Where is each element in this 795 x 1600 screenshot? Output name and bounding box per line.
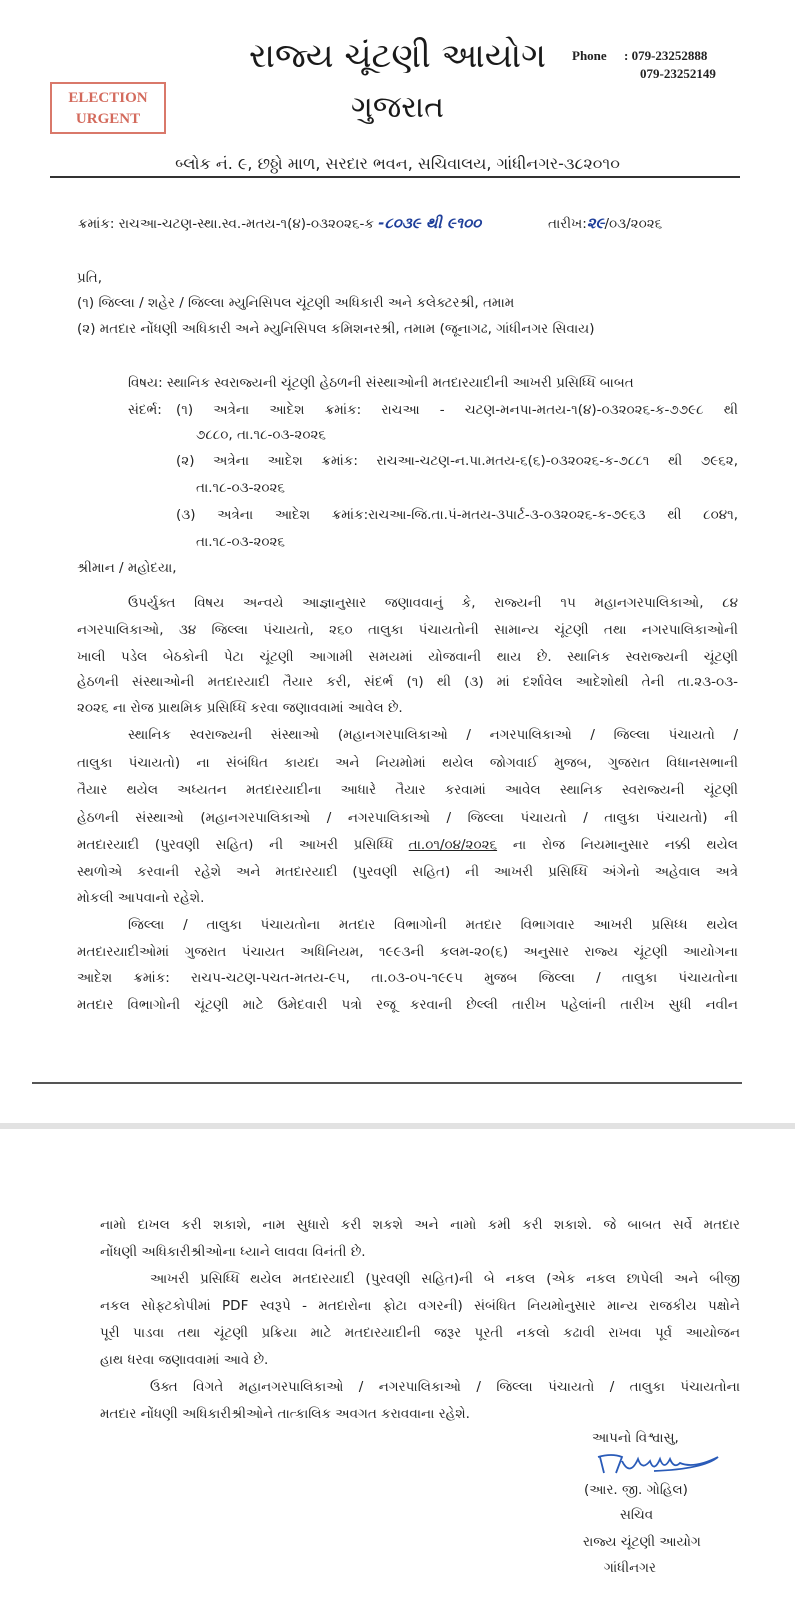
reference-item-2-cont: તા.૧૮-૦૩-૨૦૨૬: [196, 480, 285, 496]
paragraph-2-line: તાલુકા પંચાયતો) ના સંબંધિત કાયદા અને નિયમોમાં થયેલ જોગવાઈ મુજબ, ગુજરાત વિધાનસભાની: [77, 755, 738, 771]
page-2-line: હાથ ધરવા જણાવવામાં આવે છે.: [100, 1352, 269, 1368]
paragraph-2-line: સ્થાનિક સ્વરાજ્યની સંસ્થાઓ (મહાનગરપાલિકાઓ / નગરપાલિકાઓ / જિલ્લા પંચાયતો /: [128, 727, 738, 743]
signatory-place: ગાંધીનગર: [604, 1560, 657, 1576]
letter-page-2: [0, 1129, 795, 1600]
date-printed: /૦૩/૨૦૨૬: [604, 216, 663, 232]
references-label: સંદર્ભ:: [128, 402, 162, 418]
office-address: બ્લોક નં. ૯, છઠ્ઠો માળ, સરદાર ભવન, સચિવાલય, ગાંધીનગર-૩૮૨૦૧૦: [175, 154, 620, 173]
page-2-line: નોંધણી અધિકારીશ્રીઓના ધ્યાને લાવવા વિનંતી છે.: [100, 1244, 366, 1260]
stamp-line-1: ELECTION: [68, 90, 148, 106]
paragraph-1-line: નગરપાલિકાઓ, ૩૪ જિલ્લા પંચાયતો, ૨૬૦ તાલુકા પંચાયતોની સામાન્ય ચૂંટણી તથા નગરપાલિકાઓની: [77, 622, 738, 638]
paragraph-3-line: આદેશ ક્રમાંક: રાચપ-ચટણ-પચત-મતય-૯૫, તા.૦૩-૦૫-૧૯૯૫ મુજબ જિલ્લા / તાલુકા પંચાયતોના: [77, 970, 738, 986]
closing: આપનો વિશ્વાસુ,: [592, 1430, 679, 1446]
page-2-line: નકલ સોફ્ટકોપીમાં PDF સ્વરૂપે - મતદારોના ફોટા વગરની) સંબંધિત નિયમોનુસાર માન્ય રાજકીય પક્ષોને: [100, 1298, 740, 1314]
paragraph-1-line: ૨૦૨૬ ના રોજ પ્રાથમિક પ્રસિધ્ધિ કરવા જણાવવામાં આવેલ છે.: [77, 700, 403, 716]
footer-divider: [32, 1082, 742, 1084]
text: મતદારયાદી (પુરવણી સહિત) ની આખરી પ્રસિધ્ધિ: [77, 837, 409, 853]
reference-number-printed: ક્રમાંક: રાચઆ-ચટણ-સ્થા.સ્વ.-મતય-૧(૪)-૦૩૨૦૨૬-ક: [78, 216, 374, 232]
letter-date: [548, 213, 662, 234]
page-2-line: નામો દાખલ કરી શકાશે, નામ સુધારો કરી શકશે અને નામો કમી કરી શકાશે. જે બાબત સર્વે મતદાર: [100, 1217, 740, 1233]
text: ના રોજ નિયમાનુસાર નક્કી થયેલ: [497, 837, 738, 853]
signatory-designation: સચિવ: [620, 1507, 654, 1523]
handwritten-signature: [594, 1447, 724, 1481]
stamp-line-2: URGENT: [75, 111, 141, 127]
reference-item-1: (૧) અત્રેના આદેશ ક્રમાંક: રાચઆ - ચટણ-મનપા-મતય-૧(૪)-૦૩૨૦૨૬-ક-૭૭૯૮ થી: [176, 402, 738, 418]
final-publication-date: તા.૦૧/૦૪/૨૦૨૬: [408, 837, 498, 853]
reference-item-2: (૨) અત્રેના આદેશ ક્રમાંક: રાચઆ-ચટણ-ન.પા.મતય-૬(૬)-૦૩૨૦૨૬-ક-૭૮૮૧ થી ૭૯૬૨,: [176, 453, 738, 469]
subject-line: વિષય: સ્થાનિક સ્વરાજ્યની ચૂંટણી હેઠળની સંસ્થાઓની મતદારયાદીની આખરી પ્રસિધ્ધિ બાબત: [128, 375, 634, 391]
date-label: તારીખ:: [548, 216, 587, 232]
paragraph-3-line: મતદારયાદીઓમાં ગુજરાત પંચાયત અધિનિયમ, ૧૯૯૩ની કલમ-૨૦(૬) અનુસાર રાજ્ય ચૂંટણી આયોગના: [77, 944, 738, 960]
paragraph-2-line: હેઠળની સંસ્થાઓ (મહાનગરપાલિકાઓ / નગરપાલિકાઓ / જિલ્લા પંચાયતો / તાલુકા પંચાયતો) ની: [77, 810, 738, 826]
paragraph-1-line: હેઠળની સંસ્થાઓની મતદારયાદી તૈયાર કરી, સંદર્ભ (૧) થી (૩) માં દર્શાવેલ આદેશોથી તેની તા.૨૩-૦૩-: [77, 674, 738, 690]
recipient-heading: પ્રતિ,: [77, 270, 103, 286]
phone-number-2: 079-23252149: [640, 66, 716, 81]
paragraph-3-line: મતદાર વિભાગોની ચૂંટણી માટે ઉમેદવારી પત્રો રજૂ કરવાની છેલ્લી તારીખ પહેલાંની તારીખ સુધી નવીન: [77, 997, 738, 1013]
header-divider: [50, 176, 740, 178]
reference-item-1-cont: ૭૮૮૦, તા.૧૮-૦૩-૨૦૨૬: [196, 427, 326, 443]
page-2-line: પૂરી પાડવા તથા ચૂંટણી પ્રક્રિયા માટે મતદારયાદીની જરૂર પૂરતી નકલો કઢાવી રાખવા પૂર્વ આયોજન: [100, 1325, 740, 1341]
phone-number-1: : 079-23252888: [624, 48, 708, 63]
reference-number: [78, 213, 481, 234]
salutation: શ્રીમાન / મહોદયા,: [77, 560, 177, 576]
letterhead-subtitle: ગુજરાત: [350, 90, 445, 125]
reference-item-3-cont: તા.૧૮-૦૩-૨૦૨૬: [196, 534, 285, 550]
recipient-item: (૨) મતદાર નોંધણી અધિકારી અને મ્યુનિસિપલ કમિશનરશ્રી, તમામ (જૂનાગઢ, ગાંધીનગર સિવાય): [77, 321, 595, 337]
paragraph-1-line: ખાલી પડેલ બેઠકોની પેટા ચૂંટણી આગામી સમયમાં યોજવાની થાય છે. સ્થાનિક સ્વરાજ્યની ચૂંટણી: [77, 649, 738, 665]
paragraph-1-line: ઉપર્યુક્ત વિષય અન્વયે આજ્ઞાનુસાર જણાવવાનું કે, રાજ્યની ૧૫ મહાનગરપાલિકાઓ, ૮૪: [128, 595, 738, 611]
signatory-name: (આર. જી. ગોહિલ): [584, 1482, 688, 1498]
page-2-line: મતદાર નોંધણી અધિકારીશ્રીઓને તાત્કાલિક અવગત કરાવવાના રહેશે.: [100, 1406, 470, 1422]
date-handwritten: ૨૯: [586, 214, 605, 232]
paragraph-2-line-final-publication: [77, 835, 738, 855]
reference-number-handwritten: -૮૦૩૯ થી ૯૧૦૦: [378, 214, 482, 232]
letterhead-title: રાજ્ય ચૂંટણી આયોગ: [249, 36, 546, 76]
election-urgent-stamp: [50, 82, 166, 134]
recipient-item: (૧) જિલ્લા / શહેર / જિલ્લા મ્યુનિસિપલ ચૂંટણી અધિકારી અને કલેક્ટરશ્રી, તમામ: [77, 295, 515, 311]
signatory-office: રાજ્ય ચૂંટણી આયોગ: [583, 1534, 701, 1550]
paragraph-2-line: તૈયાર થયેલ અધ્યતન મતદારયાદીના આધારે તૈયાર કરવામાં આવેલ સ્થાનિક સ્વરાજ્યની ચૂંટણી: [77, 782, 738, 798]
page-2-line: આખરી પ્રસિધ્ધિ થયેલ મતદારયાદી (પુરવણી સહિત)ની બે નકલ (એક નકલ છાપેલી અને બીજી: [150, 1271, 740, 1287]
reference-item-3: (૩) અત્રેના આદેશ ક્રમાંક:રાચઆ-જિ.તા.પં-મતય-૩પાર્ટ-૩-૦૩૨૦૨૬-ક-૭૯૬૩ થી ૮૦૪૧,: [176, 507, 738, 523]
phone-label: Phone: [572, 48, 607, 63]
page-2-line: ઉક્ત વિગતે મહાનગરપાલિકાઓ / નગરપાલિકાઓ / જિલ્લા પંચાયતો / તાલુકા પંચાયતોના: [150, 1379, 740, 1395]
paragraph-2-line: સ્થળોએ કરવાની રહેશે અને મતદારયાદી (પુરવણી સહિત) ની આખરી પ્રસિધ્ધિ અંગેનો અહેવાલ અત્રે: [77, 864, 738, 880]
paragraph-2-line: મોકલી આપવાનો રહેશે.: [77, 890, 205, 906]
paragraph-3-line: જિલ્લા / તાલુકા પંચાયતોના મતદાર વિભાગોની મતદાર વિભાગવાર આખરી પ્રસિધ્ધ થયેલ: [128, 917, 738, 933]
